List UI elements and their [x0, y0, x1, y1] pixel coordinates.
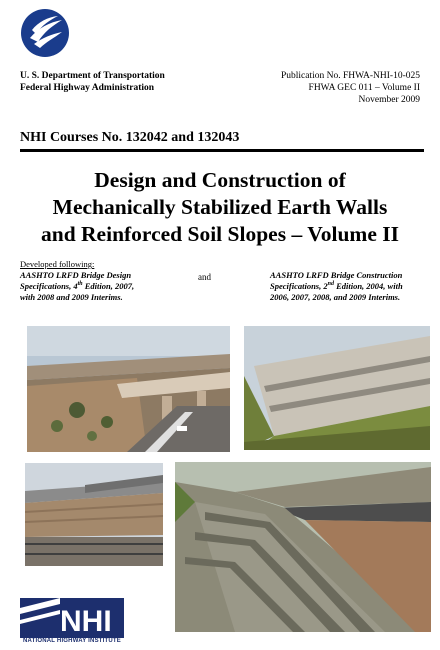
publication-number: Publication No. FHWA-NHI-10-025 [280, 71, 420, 81]
construction-spec-line-2-text: Specifications, 2 [270, 281, 328, 291]
developed-following-label: Developed following: [20, 259, 95, 269]
publication-series: FHWA GEC 011 – Volume II [308, 83, 420, 93]
dot-logo-icon [20, 8, 70, 58]
document-title [10, 167, 430, 248]
agency-block [20, 70, 165, 94]
agency-line-1: U. S. Department of Transportation [20, 71, 165, 81]
construction-spec-line-3: 2006, 2007, 2008, and 2009 Interims. [270, 292, 401, 302]
nhi-caption: NATIONAL HIGHWAY INSTITUTE [23, 638, 121, 644]
title-line-3: and Reinforced Soil Slopes – Volume II [40, 222, 399, 246]
title-line-2: Mechanically Stabilized Earth Walls [52, 195, 388, 219]
photo-interchange-wall [27, 326, 230, 452]
nhi-mark: NHI [60, 605, 112, 638]
design-spec-line-3: with 2008 and 2009 Interims. [20, 292, 123, 302]
design-spec-edition-sup: th [77, 281, 83, 288]
construction-spec-edition-sup: nd [327, 281, 334, 288]
design-spec-line-1: AASHTO LRFD Bridge Design [20, 270, 132, 280]
title-line-1: Design and Construction of [94, 168, 346, 192]
design-spec-line-2-text: Specifications, 4 [20, 281, 78, 291]
construction-spec-line-2-rest: Edition, 2004, with [333, 281, 403, 291]
construction-spec-line-1: AASHTO LRFD Bridge Construction [270, 270, 403, 280]
and-connector: and [198, 272, 211, 282]
publication-info [281, 70, 420, 106]
photo-tiered-wall [244, 326, 430, 450]
design-spec-reference [20, 270, 195, 303]
photo-railway-wall [25, 463, 163, 566]
construction-spec-line-2 [270, 281, 430, 292]
course-numbers: NHI Courses No. 132042 and 132043 [20, 130, 240, 145]
design-spec-line-2 [20, 281, 195, 292]
photo-reinforced-slope [175, 462, 431, 632]
publication-date: November 2009 [358, 95, 420, 105]
agency-line-2: Federal Highway Administration [20, 83, 155, 93]
construction-spec-reference [270, 270, 430, 303]
design-spec-line-2-rest: Edition, 2007, [82, 281, 135, 291]
heading-rule [20, 149, 424, 152]
